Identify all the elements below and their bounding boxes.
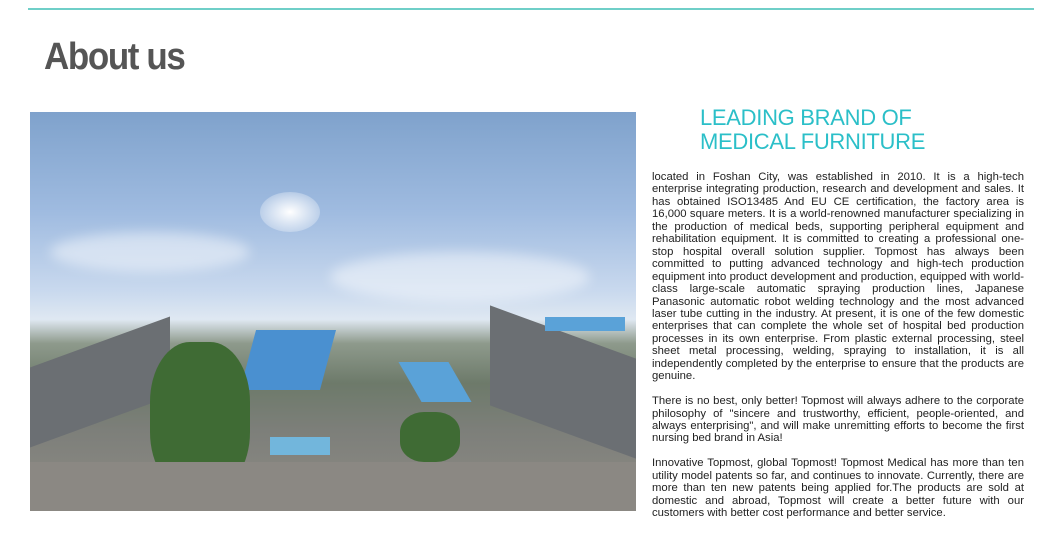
heading-line-2: MEDICAL FURNITURE	[700, 129, 926, 154]
factory-roof	[398, 362, 471, 402]
factory-roof	[545, 317, 625, 331]
road	[30, 317, 170, 448]
paragraph-intro: located in Foshan City, was established in 2010. It is a high-tech enterprise integrating production, research and development and sales. It has obtained ISO13485 And EU CE certification, the factory area is 16,000 square meters. It is a world-renowned manufacturer specializing in the production of medical beds, supporting peripheral equipment and rehabilitation equipment. It is committed to creating a professional one-stop hospital overall solution supplier. Topmost has always been committed to putting advanced technology and high-tech production equipment into product development and production, equipped with world-class large-scale automatic spraying production lines, Japanese Panasonic automatic robot welding technology and the most advanced laser tube cutting in the industry. At present, it is one of the few domestic enterprises that can complete the whole set of hospital bed production processes in its own enterprise. From plastic external processing, steel sheet metal processing, welding, spraying to installation, it is all independently completed by the enterprise to ensure that the products are genuine.	[652, 171, 1024, 383]
cloud	[330, 252, 590, 302]
plaza	[30, 462, 636, 511]
sun-glare	[260, 192, 320, 232]
cloud	[50, 232, 250, 272]
trees	[400, 412, 460, 462]
heading-line-1: LEADING BRAND OF	[700, 105, 912, 130]
paragraph-innovation: Innovative Topmost, global Topmost! Topmost Medical has more than ten utility model patents so far, and continues to innovate. Currently, there are more than ten new patents being applied for.The products are sold at domestic and abroad, Topmost will create a better future with our customers with better cost performance and better service.	[652, 457, 1024, 520]
factory-roof	[270, 437, 330, 455]
factory-panorama-photo	[30, 112, 636, 511]
factory-roof	[240, 330, 336, 390]
page-title: About us	[44, 36, 185, 78]
about-text	[652, 171, 1024, 532]
brand-heading	[700, 106, 925, 154]
paragraph-philosophy: There is no best, only better! Topmost will always adhere to the corporate philosophy of "sincere and trustworthy, efficient, people-oriented, and always enterprising", and will make unremitting efforts to become the first nursing bed brand in Asia!	[652, 395, 1024, 445]
top-divider	[28, 8, 1034, 10]
